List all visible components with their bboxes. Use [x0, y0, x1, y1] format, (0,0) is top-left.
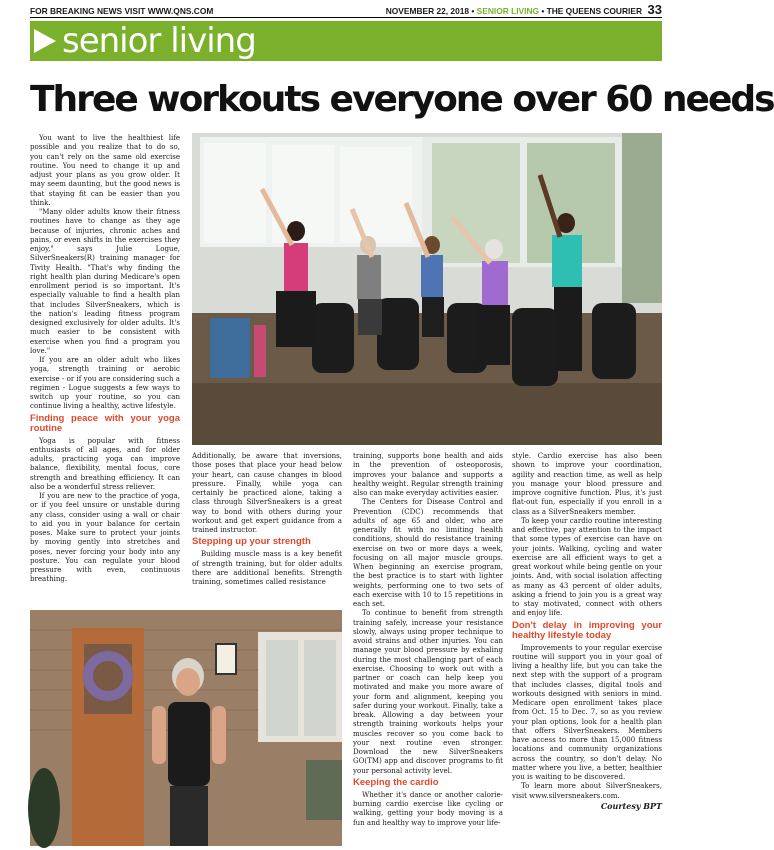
column-1	[30, 133, 180, 584]
paragraph: Additionally, be aware that inversions, those poses that place your head below your heart, can cause changes in blood pressure. Finally, while yoga can certainly be practiced alone, taking a class through SilverSneakers is a great way to bond with others during your workout and get expert guidance from a trained instructor.	[192, 451, 342, 534]
paragraph: To continue to benefit from strength training safely, increase your resistance slowly, always using proper technique to avoid strains and other injuries. You can manage your blood pressure by exhaling during the most challenging part of each exercise. Choosing to work out with a partner or coach can help keep you motivated and make you more aware of your form and alignment, keeping you safer during your workout. Finally, take a break. Allowing a day between your strength training workouts helps your muscles recover so you come back to your next routine even stronger. Download the new SilverSneakers GO(TM) app and discover programs to fit your personal activity level.	[353, 608, 503, 775]
paragraph: Building muscle mass is a key benefit of strength training, but for older adults there are additional benefits. Strength training, sometimes called resistance	[192, 549, 342, 586]
section-title: senior living	[62, 21, 256, 61]
photo-credit: Courtesy BPT	[600, 800, 662, 811]
paragraph: If you are an older adult who likes yoga, strength training or aerobic exercise - or if you are considering such a regimen - Logue suggests a few ways to switch up your routine, so you can continue living a healthy, active lifestyle.	[30, 355, 180, 411]
subheading-lifestyle: Don't delay in improving your healthy lifestyle today	[512, 619, 662, 641]
paragraph: If you are new to the practice of yoga, or if you feel unsure or unstable during any class, consider using a wall or chair to aid you in your balance for certain poses. Make sure to protect your joints by moving gently into stretches and poses, never forcing your body into any posture. You can regulate your blood pressure with even, continuous breathing.	[30, 491, 180, 584]
paragraph: Whether it's dance or another calorie-burning cardio exercise like cycling or walking, getting your body moving is a fun and healthy way to improve your life-	[353, 789, 503, 827]
paragraph: To keep your cardio routine interesting and effective, pay attention to the impact that some types of exercise can have on your joints. Walking, cycling and water exercise are all efficient ways to get a great workout while being gentle on your joints. And, with social isolation affecting as many as 43 percent of older adults, asking a friend to join you is a great way to stay motivated, connect with others and enjoy life.	[512, 515, 662, 618]
paragraph: Yoga is popular with fitness enthusiasts of all ages, and for older adults, practicing yoga can improve balance, flexibility, mental focus, core strength and breathing efficiency. It can also be a wonderful stress reliever.	[30, 435, 180, 491]
yoga-class-photo	[192, 133, 662, 445]
page-number: 33	[647, 2, 662, 17]
subheading-strength: Stepping up your strength	[192, 536, 311, 548]
paragraph: The Centers for Disease Control and Prevention (CDC) recommends that adults of age 65 and older, who are generally fit with no limiting health conditions, should do resistance training exercise on two or more days a week, focusing on all major muscle groups. When beginning an exercise program, the best practice is to start with lighter weights, performing one to two sets of each exercise with 10 to 15 repetitions in each set.	[353, 497, 503, 608]
section-banner	[30, 21, 662, 61]
paragraph: style. Cardio exercise has also been shown to improve your coordination, agility and reaction time, as well as help you manage your blood pressure and improve cognitive function. Plus, it's just flat-out fun, especially if you enroll in a class as a SilverSneakers member.	[512, 451, 662, 516]
article-headline: Three workouts everyone over 60 needs	[30, 79, 774, 120]
paragraph: Improvements to your regular exercise routine will support you in your goal of living a healthy life, but you can take the next step with the support of a program that includes classes, digital tools and workouts designed with seniors in mind. Medicare open enrollment takes place from Oct. 15 to Dec. 7, so as you review your plan options, look for a health plan that offers SilverSneakers. Members have access to more than 15,000 fitness locations and community organizations across the country, so don't delay. No matter where you live, a better, healthier you is waiting to be discovered.	[512, 642, 662, 781]
header-dateline: NOVEMBER 22, 2018 • SENIOR LIVING • THE QUEENS COURIER	[385, 6, 642, 16]
paragraph: You want to live the healthiest life possible and you realize that to do so, you can't rely on the same old exercise routine. You need to change it up and adjust your plans as you grow older. It may seem daunting, but the good news is that staying fit can be easier than you think.	[30, 133, 180, 207]
subheading-yoga: Finding peace with your yoga routine	[30, 412, 180, 434]
paragraph: training, supports bone health and aids in the prevention of osteoporosis, improves your balance and supports a healthy weight. Regular strength training also can make everyday activities easier.	[353, 451, 503, 497]
paragraph: "Many older adults know their fitness routines have to change as they age because of injuries, chronic aches and pains, or even shifts in the exercises they enjoy," says Julie Logue, SilverSneakers(R) training manager for Tivity Health. "That's why finding the right health plan during Medicare's open enrollment period is so important. It's especially valuable to find a health plan that includes SilverSneakers, which is the nation's leading fitness program designed exclusively for older adults. It's much easier to be consistent with exercise when you find a program you love."	[30, 207, 180, 355]
arrow-icon	[34, 29, 56, 53]
page-header	[30, 4, 662, 18]
column-2	[192, 451, 342, 586]
subheading-cardio: Keeping the cardio	[353, 776, 439, 788]
column-3	[353, 451, 503, 827]
column-4	[512, 451, 662, 811]
paragraph: To learn more about SilverSneakers, visit www.silversneakers.com.	[512, 781, 662, 800]
header-website: FOR BREAKING NEWS VISIT WWW.QNS.COM	[30, 6, 214, 16]
header-rule	[30, 17, 662, 18]
woman-walking-photo	[30, 610, 342, 846]
